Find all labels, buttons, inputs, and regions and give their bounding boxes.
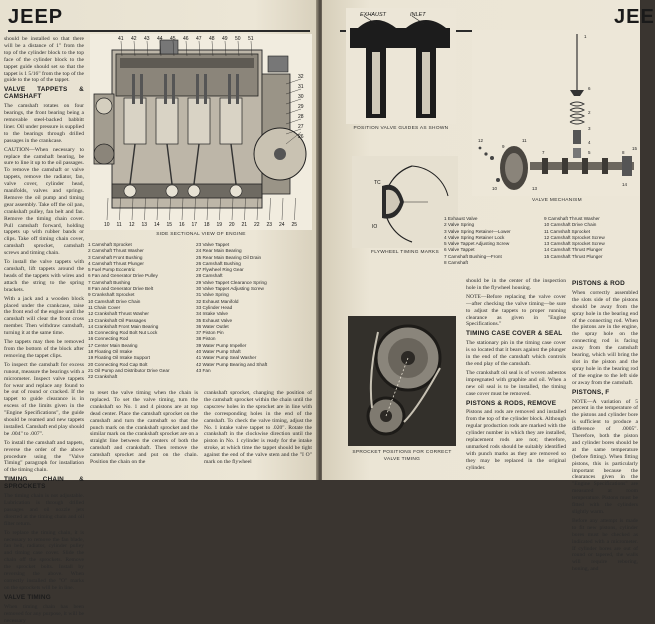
- engine-callout-number: 41: [118, 36, 124, 42]
- right-column-b-paragraph: When correctly assembled the slots side of the pistons should be away from the spray hole in the bearing end of the connecting rod. When the pistons are in the engine, the spray hole on the connecting rod is facing away from the camshaft bearing, which will bring the slot in the piston and the spray hole in the bearing rod of the engine to the left side or away from the camshaft.: [572, 289, 638, 386]
- engine-legend-item: 12 Crankshaft Thrust Washer: [88, 311, 149, 317]
- mechanism-legend-item: 13 Camshaft Sprocket Screw: [544, 241, 605, 247]
- engine-callout-number: 16: [179, 222, 185, 228]
- engine-legend-item: 19 Floating Oil Intake Support: [88, 355, 151, 361]
- mechanism-callout-number: 10: [492, 186, 498, 191]
- engine-legend-item: 43 Fan: [196, 367, 211, 373]
- mechanism-legend-item: 14 Camshaft Thrust Plunger: [544, 247, 603, 253]
- engine-callout-number: 15: [166, 222, 173, 228]
- right-column-b-paragraph: NOTE—A variation of 5 percent in the temperature of the pistons and cylinder bore is sufficient to produce a difference of .0005". Therefore, both the piston and cylinder bores should be at the same temperature (before fitting). When fitting pistons, this is particularly important because the clearances given in the "Engine Specifications" are measured at room temperature. Pistons must be fitted with the cylinders slightly warm.: [572, 398, 638, 515]
- engine-legend-item: 14 Crankshaft Front Main Bearing: [88, 323, 159, 329]
- left-column-heading: TIMING CHAIN & SPROCKETS: [4, 476, 84, 491]
- engine-callout-number: 12: [129, 222, 135, 228]
- engine-callout-number: 29: [298, 104, 304, 110]
- engine-callout-number: 45: [170, 36, 176, 42]
- mechanism-callout-number: 15: [632, 146, 638, 151]
- mechanism-callout-number: 7: [542, 150, 545, 155]
- left-column-paragraph: The tappets may then be removed from the bottom of the block after removing the tappet clips.: [4, 339, 84, 359]
- engine-legend-item: 25 Rear Main Bearing Oil Drain: [196, 254, 262, 260]
- left-column-paragraph: With a jack and a wooden block placed under the crankcase, raise the front end of the engine until the camshaft will clear the front cross member. Then withdraw camshaft, turning it at the same time.: [4, 295, 84, 337]
- engine-callout-number: 11: [116, 222, 122, 228]
- engine-legend-item: 37 Piston Pin: [196, 330, 224, 336]
- engine-legend-item: 34 Intake Valve: [196, 311, 228, 317]
- right-column-a-paragraph: Pistons and rods are removed and installed from the top of the cylinder block. Although regular production rods are marked with the cylinder number in which they are installed, replacement rods are not; therefore, unmarked rods should be suitably identified with punch marks as they are removed so they may be replaced in the original cylinder.: [466, 409, 566, 471]
- left-text-column: [4, 36, 85, 624]
- engine-legend-item: 41 Water Pump Seal Washer: [196, 355, 257, 361]
- right-column-b-heading: PISTONS, F: [572, 388, 610, 396]
- mechanism-legend-item: 8 Camshaft: [444, 260, 468, 266]
- left-column-paragraph: The camshaft rotates on four bearings, the front bearing being a removable steel-backed babbitt liner. Oil under pressure is supplied to the bearings through drilled passages in the crankcase.: [4, 103, 84, 144]
- engine-legend-item: 26 Camshaft Bushing: [196, 260, 241, 266]
- engine-legend-item: 17 Center Main Bearing: [88, 342, 138, 348]
- engine-callout-number: 25: [291, 222, 298, 228]
- valve-mechanism-caption: VALVE MECHANISM: [532, 198, 582, 203]
- svg-text:IO: IO: [372, 224, 378, 230]
- engine-callout-number: 30: [298, 94, 304, 100]
- mechanism-callout-number: 3: [588, 126, 591, 131]
- engine-legend-item: 39 Water Pump Impeller: [196, 342, 247, 348]
- engine-legend-item: 21 Oil Pump and Distributor Drive Gear: [88, 367, 170, 373]
- right-column-b-heading: PISTONS & ROD: [572, 280, 625, 287]
- mechanism-legend-item: 11 Camshaft Sprocket: [544, 228, 591, 234]
- right-column-b-paragraph: Before any attempt is made to fit new pistons, cylinder bores must be checked as indicated with a micrometer. If cylinder bores are out of round or tapered, the walls will require reboring, honing, and: [572, 517, 638, 573]
- mechanism-callout-number: 2: [588, 110, 591, 115]
- mechanism-callout-number: 12: [478, 138, 484, 143]
- running-head-right: JEE: [614, 6, 655, 28]
- engine-legend-col-1: [88, 242, 196, 381]
- engine-callout-number: 18: [204, 222, 210, 228]
- engine-callout-number: 14: [154, 222, 160, 228]
- engine-section-illustration: [90, 34, 312, 230]
- engine-legend-item: 29 Valve Tappet Clearance Spring: [196, 279, 267, 285]
- engine-legend-item: 16 Connecting Rod: [88, 336, 129, 342]
- engine-legend-item: 11 Chain Cover: [88, 304, 121, 310]
- mechanism-legend-item: 2 Valve Spring: [444, 222, 475, 228]
- engine-legend-item: 13 Crankshaft Oil Passages: [88, 317, 147, 323]
- left-column-paragraph: To replace the timing chain, it is necessary to remove the fan blade, fan belt, radiator, cylinder pulley and timing case cover. Slide the chain off the sprockets. Remove the sprocket bolts. Install by reversing the above. When correctly installed the "O" marks on the sprockets will be in line.: [4, 529, 84, 591]
- engine-callout-number: 42: [131, 36, 137, 42]
- engine-legend-item: 42 Water Pump Bearing and Shaft: [196, 361, 268, 367]
- engine-callout-number: 27: [298, 124, 304, 130]
- valve-mechanism-illustration: [472, 30, 640, 196]
- engine-callout-number: 26: [298, 134, 304, 140]
- engine-legend-item: 10 Camshaft Drive Chain: [88, 298, 141, 304]
- engine-legend-col-2: [196, 242, 314, 374]
- engine-callout-number: 13: [141, 222, 148, 228]
- mechanism-legend-item: 9 Camshaft Thrust Washer: [544, 216, 600, 221]
- valve-guides-illustration: [346, 8, 456, 124]
- engine-callout-number: 47: [196, 36, 202, 42]
- engine-callout-number: 17: [191, 222, 198, 228]
- engine-legend-item: 30 Valve Tappet Adjusting Screw: [196, 286, 264, 292]
- mechanism-legend-item: 1 Exhaust Valve: [444, 216, 478, 221]
- mechanism-legend-item: 7 Camshaft Bushing—Front: [444, 253, 502, 259]
- right-text-column-a: [466, 278, 566, 478]
- mechanism-legend-item: 3 Valve Spring Retainer—Lower: [444, 228, 511, 234]
- mechanism-legend-item: 12 Camshaft Sprocket Screw: [544, 234, 605, 240]
- left-page: [0, 0, 318, 624]
- engine-legend-item: 33 Cylinder Head: [196, 304, 233, 310]
- right-column-a-heading: TIMING CASE COVER & SEAL: [466, 330, 563, 338]
- mechanism-legend-item: 5 Valve Tappet Adjusting Screw: [444, 241, 510, 247]
- sprocket-timing-photo: [348, 316, 456, 446]
- engine-legend-item: 32 Exhaust Manifold: [196, 298, 239, 304]
- engine-callout-number: 31: [298, 84, 304, 90]
- engine-legend-item: 4 Camshaft Thrust Plunger: [88, 260, 144, 266]
- left-column-paragraph: CAUTION—When necessary to replace the camshaft bearing, be sure to line it up to the oil passages. To remove the camshaft or valve tappets, remove the radiator, fan, valve cover, cylinder head, manifolds, valves and springs. Remove the oil pump and timing gear assembly. Take off the oil pan, crankshaft pulley, fan belt and fan. Remove the timing chain cover. Pull camshaft forward, holding tappets up with rubber bands or clips. Take off timing chain cover, camshaft sprocket, camshaft screws and timing chain.: [4, 146, 85, 257]
- engine-legend-item: 24 Rear Main Bearing: [196, 248, 242, 254]
- flywheel-timing-illustration: [352, 156, 458, 248]
- engine-legend-item: 1 Camshaft Sprocket: [88, 242, 132, 247]
- inlet-label: INLET: [410, 12, 426, 18]
- left-column-paragraph: When timing chain has been removed for any purpose, it will be necessary: [4, 603, 84, 624]
- right-column-a-heading: PISTONS & RODS, REMOVE: [466, 399, 557, 407]
- engine-callout-number: 46: [183, 36, 189, 42]
- flywheel-caption: FLYWHEEL TIMING MARKS: [370, 250, 440, 255]
- engine-callout-number: 19: [216, 222, 223, 228]
- mechanism-callout-number: 14: [622, 182, 628, 187]
- engine-callout-number: 28: [298, 114, 304, 120]
- engine-legend-item: 27 Flywheel Ring Gear: [196, 267, 244, 273]
- engine-callout-number: 44: [157, 36, 163, 42]
- mechanism-callout-number: 1: [584, 34, 587, 39]
- mechanism-legend-col-1: [444, 216, 536, 266]
- left-column-paragraph: To install the valve tappets with camshaft, lift tappets around the heads of the tappets with wires and attach the string to the spring brackets.: [4, 259, 84, 293]
- bottom-column-1: to reset the valve timing when the chain is replaced. To set the valve timing, turn the crankshaft so No. 1 and 4 pistons are at top dead center. Place the camshaft sprocket on the camshaft and turn the camshaft so that the punch mark on the crankshaft sprocket and the similar mark on the crankshaft sprocket are on a straight line between the centers of both the camshaft and crankshaft. Then remove the camshaft sprocket and put on the chain. Position the chain on the: [90, 390, 198, 466]
- engine-figure-caption: SIDE SECTIONAL VIEW OF ENGINE: [156, 232, 246, 237]
- engine-legend-item: 35 Exhaust Valve: [196, 317, 233, 323]
- engine-legend-item: 18 Floating Oil Intake: [88, 349, 133, 355]
- left-column-paragraph: should be installed so that there will be a distance of 1" from the top of the cylinder block to the top face of the cylinder block to the tappet guide should set so that the tappet is 1 5/16" from the top of the guide to the top of the tappet.: [4, 36, 84, 84]
- engine-legend-item: 36 Water Outlet: [196, 323, 229, 329]
- engine-legend-item: 20 Connecting Rod Cap Bolt: [88, 361, 148, 367]
- engine-callout-number: 43: [144, 36, 150, 42]
- engine-legend-item: 31 Valve Spring: [196, 292, 229, 298]
- engine-callout-number: 21: [241, 222, 248, 228]
- mechanism-callout-number: 4: [588, 140, 591, 145]
- engine-callout-number: 20: [229, 222, 235, 228]
- sprocket-caption-line-1: SPROCKET POSITIONS FOR CORRECT: [352, 450, 452, 455]
- mechanism-legend-item: 10 Camshaft Drive Chain: [544, 222, 597, 228]
- header-rule-left: [8, 30, 310, 32]
- sprocket-caption-line-2: VALVE TIMING: [383, 457, 421, 462]
- engine-callout-number: 49: [222, 36, 228, 42]
- mechanism-callout-number: 11: [522, 138, 527, 143]
- left-column-paragraph: The timing chain is not adjustable. Lubrication is through drilled passages and oil nozzle jets directed at the timing chain and oil filter return.: [4, 493, 84, 527]
- right-page: [322, 0, 655, 573]
- right-column-a-paragraph: The crankshaft oil seal is of woven asbestos impregnated with graphite and oil. When a new oil seal is to be installed, the timing case cover must be removed.: [466, 369, 566, 397]
- engine-legend-item: 8 Fan and Generator Drive Belt: [88, 286, 154, 292]
- mechanism-callout-number: 5: [588, 150, 591, 155]
- engine-legend-item: 2 Camshaft Thrust Washer: [88, 248, 144, 254]
- engine-legend-item: 3 Camshaft Front Bushing: [88, 254, 143, 260]
- engine-legend-item: 38 Piston: [196, 336, 216, 342]
- svg-text:TC: TC: [374, 180, 381, 186]
- engine-legend-item: 40 Water Pump Shaft: [196, 349, 241, 355]
- right-column-a-paragraph: The stationary pin in the timing case cover is so located that it bears against the plunger in the end of the camshaft which controls the end play of the camshaft.: [466, 340, 566, 367]
- engine-legend-item: 15 Connecting Rod Bolt Nut Lock: [88, 330, 158, 336]
- bottom-column-2: crankshaft sprocket, changing the position of the camshaft sprocket within the chain until the capscrew holes in the sprocket are in line with the corresponding holes in the end of the camshaft. To check the valve timing, adjust the No. 1 intake valve tappet to .020". Rotate the crankshaft in the clockwise direction until the piston in No. 1 cylinder is ready for the intake stroke, at which time the tappet should be tight against the end of the valve stem and the "I O" mark on the flywheel: [204, 390, 312, 466]
- engine-legend-item: 9 Crankshaft Sprocket: [88, 292, 135, 298]
- engine-callout-number: 51: [248, 36, 254, 42]
- engine-legend-item: 22 Crankshaft: [88, 374, 118, 380]
- engine-legend-item: 7 Camshaft Bushing: [88, 279, 131, 285]
- mechanism-legend-item: 15 Camshaft Thrust Plunger: [544, 253, 603, 259]
- left-column-paragraph: To inspect the camshaft for excess runout, measure the bearings with a micrometer. Inspect valve tappets for wear and replace any found to be out of round or cracked. If the tappet to guide clearance is in excess of the limits given in the "Engine Specifications", the guide should be reamed and new tappets installed. Camshaft end play should be .004" to .007".: [4, 361, 85, 437]
- mechanism-callout-number: 9: [502, 144, 505, 149]
- engine-legend-item: 23 Valve Tappet: [196, 242, 230, 247]
- left-column-paragraph: To install the camshaft and tappets, reverse the order of the above procedure using the "Valve Timing" paragraph for installation of the timing chain.: [4, 439, 84, 474]
- mechanism-legend-item: 4 Valve Spring Retainer Lock: [444, 234, 505, 240]
- engine-callout-number: 24: [279, 222, 285, 228]
- mechanism-legend-item: 6 Valve Tappet: [444, 247, 475, 253]
- right-column-a-paragraph: should be in the center of the inspection hole in the flywheel housing.: [466, 278, 566, 291]
- engine-callout-number: 32: [298, 74, 304, 80]
- exhaust-label: EXHAUST: [360, 12, 386, 18]
- right-column-a-paragraph: NOTE—Before replacing the valve cover —after checking the valve timing—be sure to adjust the tappets to proper running clearance as given in "Engine Specifications.": [466, 293, 566, 328]
- engine-legend-item: 6 Fan and Generator Drive Pulley: [88, 273, 158, 279]
- engine-callout-number: 22: [254, 222, 260, 228]
- engine-callout-number: 50: [235, 36, 241, 42]
- engine-callout-number: 10: [104, 222, 110, 228]
- right-text-column-b: [572, 278, 638, 573]
- engine-legend-item: 5 Fuel Pump Eccentric: [88, 267, 136, 273]
- engine-callout-number: 23: [266, 222, 273, 228]
- valve-guides-caption: POSITION VALVE GUIDES AS SHOWN: [353, 126, 449, 131]
- left-column-heading: VALVE TAPPETS & CAMSHAFT: [4, 86, 84, 101]
- engine-callout-number: 48: [209, 36, 215, 42]
- mechanism-callout-number: 6: [588, 86, 591, 91]
- mechanism-callout-number: 13: [532, 186, 538, 191]
- running-head-left: JEEP: [8, 6, 64, 28]
- mechanism-callout-number: 8: [622, 150, 625, 155]
- mechanism-legend-col-2: [544, 216, 640, 260]
- engine-legend-item: 28 Camshaft: [196, 273, 223, 279]
- left-column-heading: VALVE TIMING: [4, 593, 51, 601]
